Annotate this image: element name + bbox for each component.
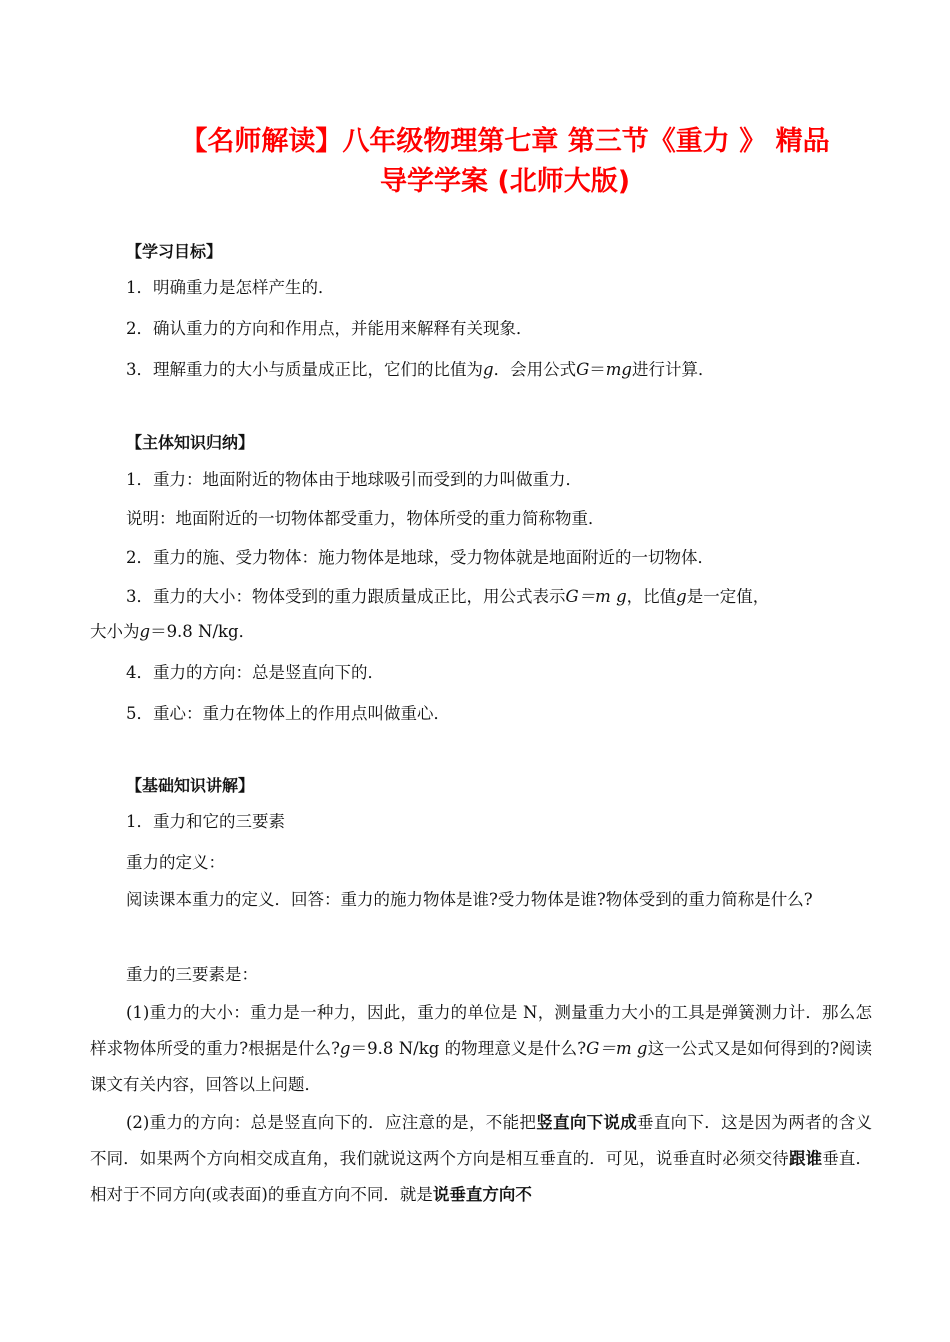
title-line-1: 【名师解读】八年级物理第七章 第三节《重力 》 精品 [180,126,830,157]
reading-question: 阅读课本重力的定义．回答：重力的施力物体是谁?受力物体是谁?物体受到的重力简称是什么? [126,890,813,909]
text-run: ＝9.8 N/kg． [150,622,256,641]
paragraph-magnitude [90,995,872,1103]
math-g: g [139,622,151,641]
goal-item-1: 1．明确重力是怎样产生的． [126,278,335,297]
knowledge-item-5: 5．重心：重力在物体上的作用点叫做重心． [126,704,450,723]
knowledge-item-3-line-2 [90,614,872,650]
text-run: ＝9.8 N/kg 的物理意义是什么? [350,1039,587,1058]
bold-text: 说垂直方向不 [432,1185,532,1204]
knowledge-note: 说明：地面附近的一切物体都受重力，物体所受的重力简称物重． [126,509,605,528]
knowledge-item-4: 4．重力的方向：总是竖直向下的． [126,663,384,682]
section-heading-basic-explanation: 【基础知识讲解】 [126,776,255,795]
text-run: ，比值 [626,587,677,606]
text-run: 进行计算． [631,360,715,379]
knowledge-item-1: 1．重力：地面附近的物体由于地球吸引而受到的力叫做重力． [126,470,582,489]
text-run: 是一定值， [686,587,770,606]
text-run: (1)重力的大小：重力是一种力，因此，重力的单位是 N，测量重力大小的工具是弹簧测力计．那么怎样求物体所受的重力?根据是什么? [90,1003,872,1058]
text-run: 3．理解重力的大小与质量成正比，它们的比值为 [126,360,483,379]
paragraph-direction [90,1105,872,1213]
math-g: g [483,360,494,379]
text-run: 这一公式又是如何得到的?阅读课文有关内容，回答以上问题． [90,1039,872,1094]
math-mg: mg [605,360,632,379]
document-title [120,122,890,202]
goal-item-3 [90,352,872,388]
text-run: ＝ [589,360,606,379]
section-heading-learning-goals: 【学习目标】 [126,242,223,261]
text-run: 垂直向下．这是因为两者的含义不同．如果两个方向相交成直角，我们就说这两个方向是相互垂直的．可见，说垂直时必须交待 [90,1113,873,1168]
title-line-2: 导学学案 (北师大版) [379,166,631,197]
knowledge-item-3-line-1 [90,579,872,615]
section-heading-main-knowledge: 【主体知识归纳】 [126,433,255,452]
text-run: 大小为 [90,622,140,641]
bold-text: 跟谁 [788,1149,823,1168]
goal-item-2: 2．确认重力的方向和作用点，并能用来解释有关现象． [126,319,533,338]
math-G: G [576,360,590,379]
basic-item-1: 1．重力和它的三要素 [126,812,285,831]
definition-label: 重力的定义： [126,853,225,872]
text-run: 垂直．相对于不同方向(或表面)的垂直方向不同．就是 [90,1149,873,1204]
bold-text: 竖直向下说成 [536,1113,638,1132]
text-run: (2)重力的方向：总是竖直向下的．应注意的是，不能把 [126,1113,537,1132]
knowledge-item-2: 2．重力的施、受力物体：施力物体是地球，受力物体就是地面附近的一切物体． [126,548,714,567]
math-formula: G＝m g [586,1039,648,1058]
math-g: g [676,587,687,606]
text-run: ．会用公式 [493,360,577,379]
text-run: 3．重力的大小：物体受到的重力跟质量成正比，用公式表示 [126,587,566,606]
math-g: g [339,1039,351,1058]
three-elements-label: 重力的三要素是： [126,965,258,984]
math-formula: G＝m g [565,587,627,606]
